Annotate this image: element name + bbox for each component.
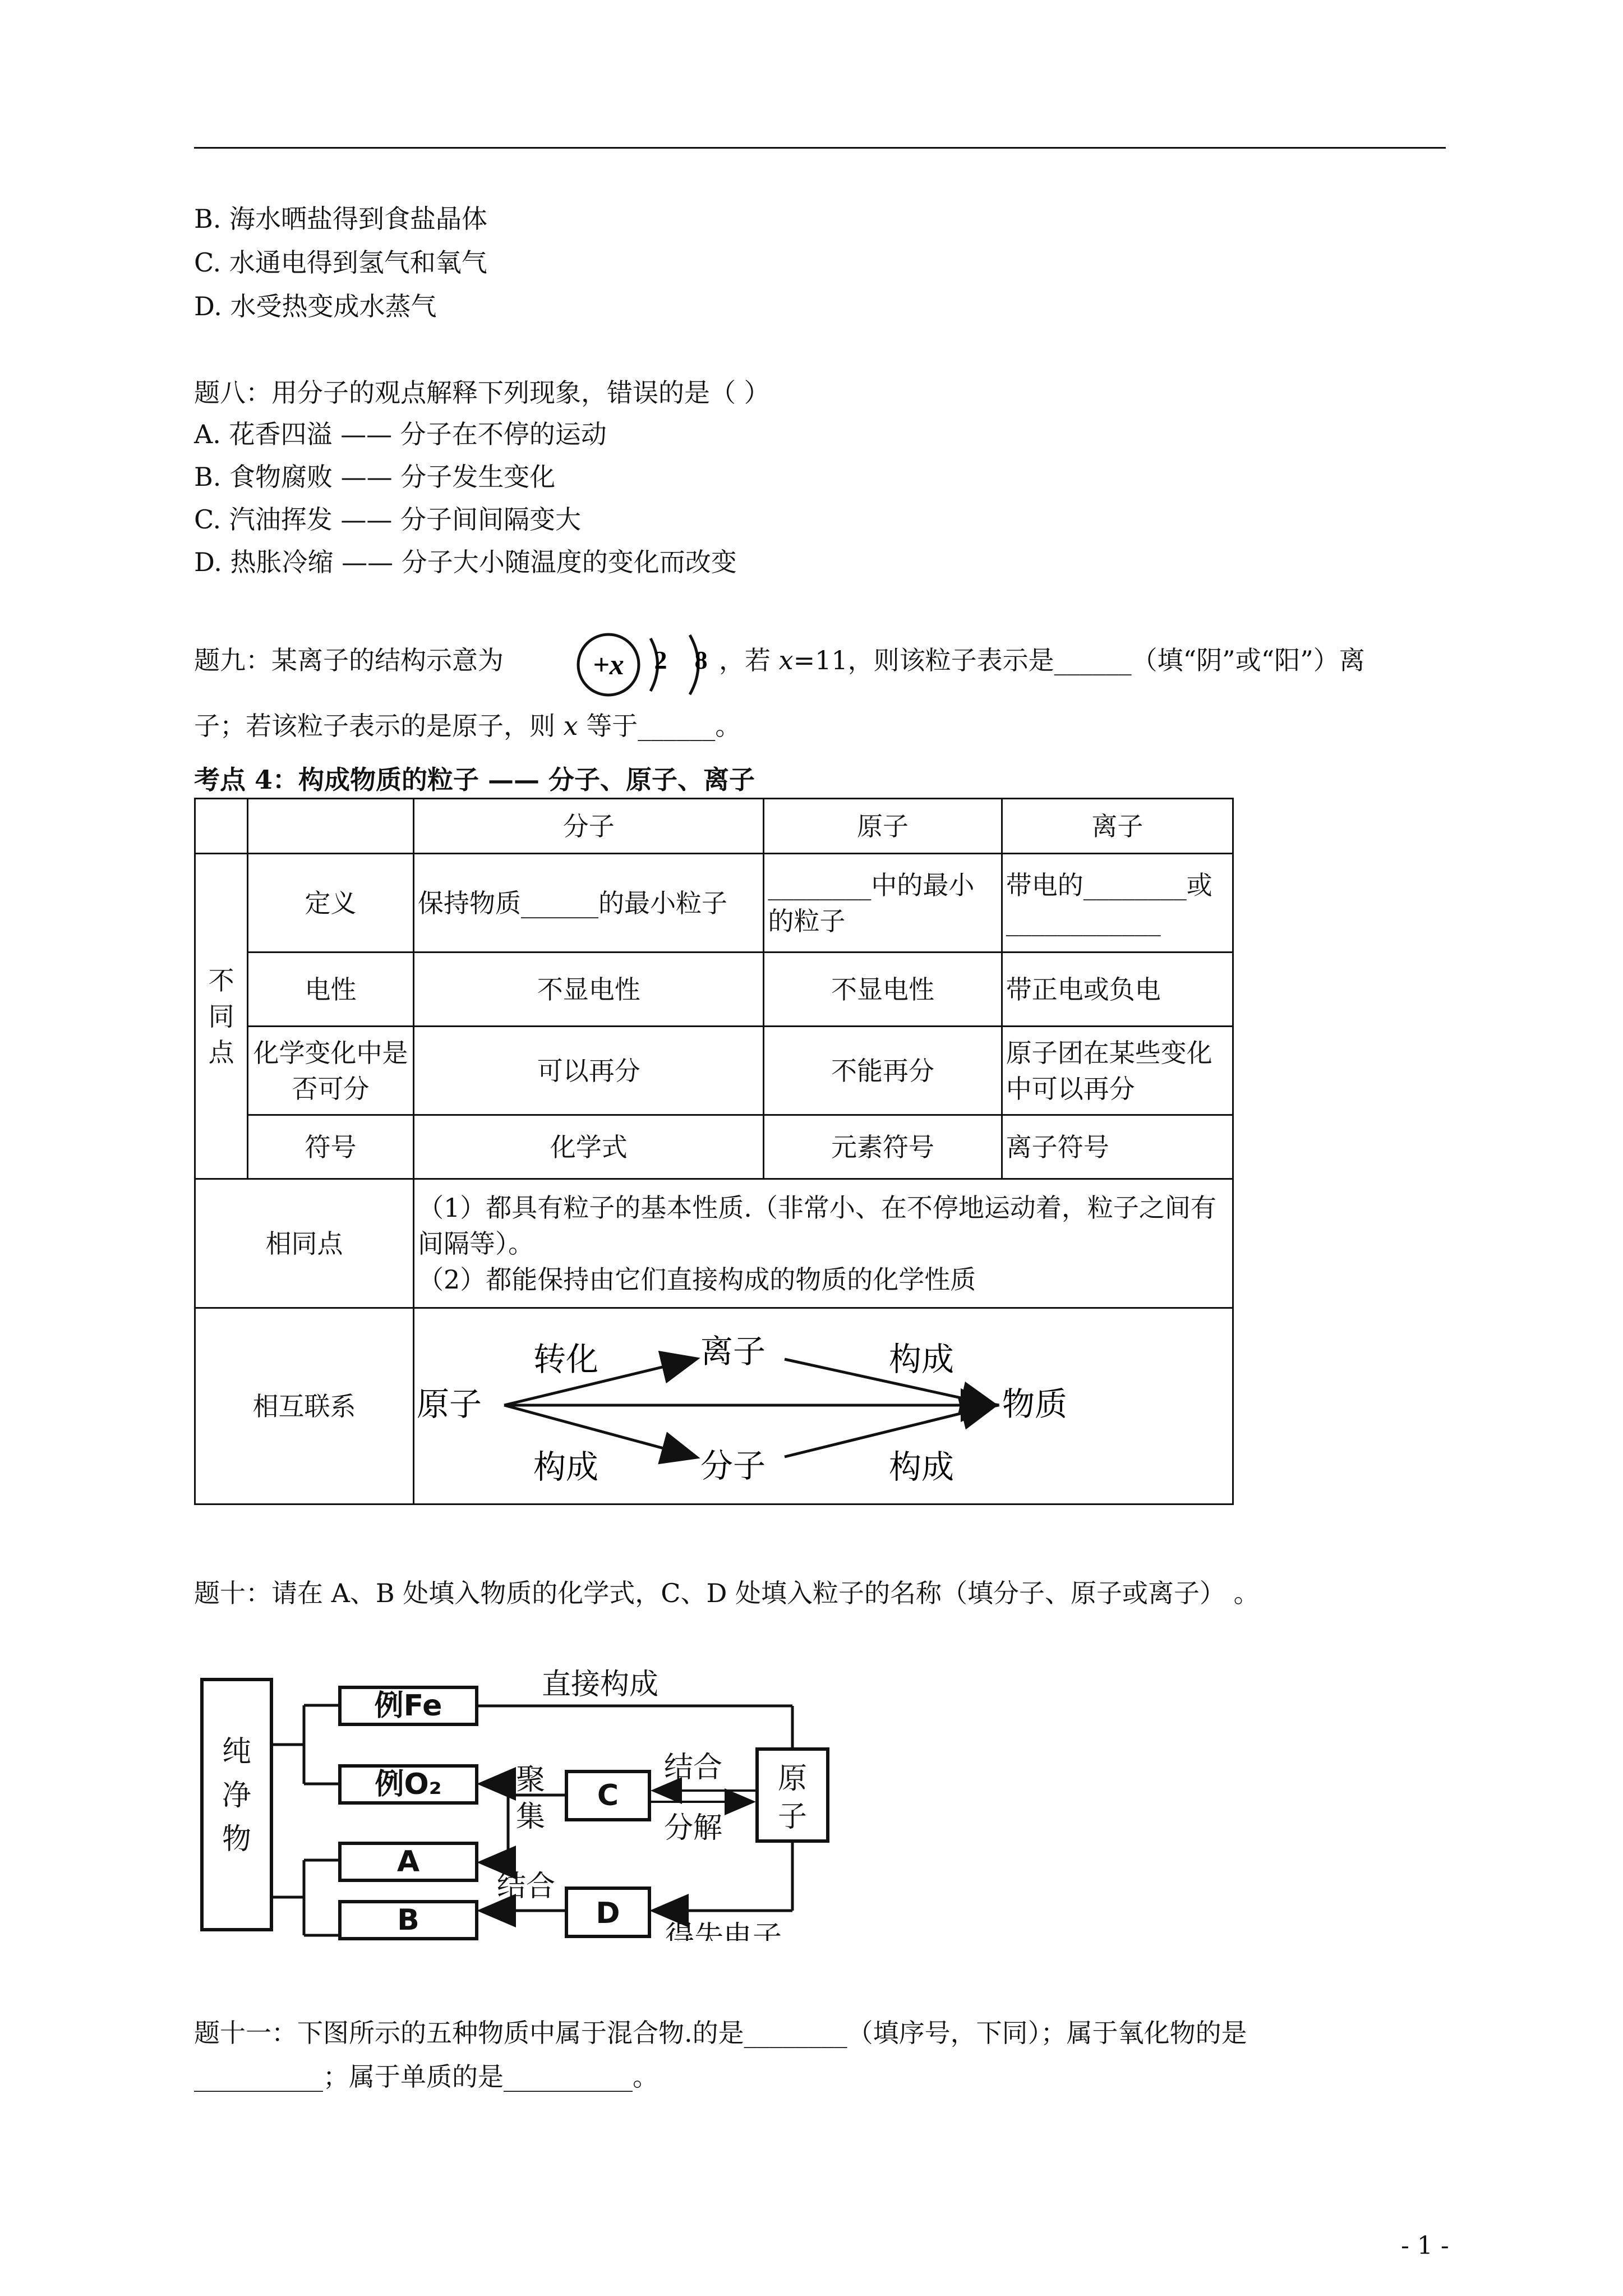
table-row — [195, 854, 1233, 953]
header-ion: 离子 — [1002, 799, 1233, 854]
flow-compose-right: 构成 — [888, 1447, 954, 1486]
q9-line2: 子；若该粒子表示的是原子，则 x 等于______。 — [194, 711, 741, 741]
atom-char-2: 子 — [777, 1800, 808, 1834]
q8-option-c: C. 汽油挥发 —— 分子间间隔变大 — [194, 504, 582, 535]
cell-atom: ________中的最小的粒子 — [764, 854, 1002, 953]
box-b: B — [397, 1903, 419, 1937]
row-label: 定义 — [248, 854, 414, 953]
relation-flow-diagram — [414, 1310, 1232, 1503]
q10-stem: 题十：请在 A、B 处填入物质的化学式，C、D 处填入粒子的名称（填分子、原子或离子） 。 — [194, 1578, 1260, 1608]
box-a: A — [396, 1845, 420, 1879]
flow-convert: 转化 — [533, 1340, 598, 1378]
same-label: 相同点 — [195, 1179, 414, 1308]
q9-line1-rest: ，若 x=11，则该粒子表示是______（填“阴”或“阳”）离 — [719, 645, 1365, 675]
label-gain-lose: 得失电子 — [665, 1920, 782, 1941]
q8-option-d: D. 热胀冷缩 —— 分子大小随温度的变化而改变 — [194, 547, 737, 577]
cell-ion: 带正电或负电 — [1002, 953, 1233, 1027]
q8-option-a: A. 花香四溢 —— 分子在不停的运动 — [194, 419, 607, 449]
shell-2-electrons: 8 — [694, 646, 708, 674]
cell-molecule: 保持物质______的最小粒子 — [413, 854, 763, 953]
particles-table — [194, 798, 1234, 1505]
header-rule — [194, 147, 1446, 149]
page-number: - 1 - — [1401, 2231, 1449, 2260]
option-c: C. 水通电得到氢气和氧气 — [194, 247, 487, 278]
cell-molecule: 可以再分 — [413, 1027, 763, 1115]
same-content: （1）都具有粒子的基本性质.（非常小、在不停地运动着，粒子之间有间隔等）。 （2）都能保持由它们直接构成的物质的化学性质 — [413, 1179, 1233, 1308]
cell-molecule: 不显电性 — [413, 953, 763, 1027]
header-molecule: 分子 — [413, 799, 763, 854]
q9-prefix: 题九：某离子的结构示意为 — [194, 645, 504, 675]
table-row — [195, 953, 1233, 1027]
relation-flow — [413, 1308, 1233, 1504]
cell-ion: 离子符号 — [1002, 1115, 1233, 1179]
cell-atom: 不能再分 — [764, 1027, 1002, 1115]
row-label: 电性 — [248, 953, 414, 1027]
relation-label: 相互联系 — [195, 1308, 414, 1504]
q8-stem: 题八：用分子的观点解释下列现象，错误的是（ ） — [194, 378, 770, 408]
q11-line1: 题十一：下图所示的五种物质中属于混合物.的是________（填序号，下同）；属于氧化物的是 — [194, 2018, 1247, 2048]
shell-1-electrons: 2 — [654, 646, 667, 674]
atom-char-1: 原 — [777, 1762, 808, 1796]
cell-atom: 不显电性 — [764, 953, 1002, 1027]
table-row — [195, 1027, 1233, 1115]
q11-line2: __________；属于单质的是__________。 — [194, 2062, 658, 2092]
pure-char-2: 净 — [222, 1779, 252, 1812]
pure-substance-diagram — [194, 1627, 856, 1941]
box-d: D — [596, 1897, 620, 1930]
cell-molecule: 化学式 — [413, 1115, 763, 1179]
table-row — [195, 1115, 1233, 1179]
flow-substance: 物质 — [1002, 1384, 1067, 1423]
option-d: D. 水受热变成水蒸气 — [194, 291, 437, 321]
kp4-title: 考点 4：构成物质的粒子 —— 分子、原子、离子 — [194, 765, 755, 795]
gather-char-2: 集 — [516, 1800, 546, 1834]
table-row-relation — [195, 1308, 1233, 1504]
box-c: C — [597, 1779, 619, 1812]
option-b: B. 海水晒盐得到食盐晶体 — [194, 204, 488, 234]
nucleus-label: +x — [593, 649, 624, 681]
cell-ion: 带电的________或____________ — [1002, 854, 1233, 953]
row-label: 符号 — [248, 1115, 414, 1179]
cell-atom: 元素符号 — [764, 1115, 1002, 1179]
flow-molecule: 分子 — [700, 1446, 766, 1485]
flow-compose-left: 构成 — [533, 1447, 598, 1486]
q8-option-b: B. 食物腐败 —— 分子发生变化 — [194, 462, 556, 492]
pure-char-1: 纯 — [222, 1735, 252, 1769]
gather-char-1: 聚 — [516, 1763, 546, 1797]
label-direct: 直接构成 — [542, 1668, 659, 1701]
pure-char-3: 物 — [222, 1823, 252, 1856]
cell-ion: 原子团在某些变化中可以再分 — [1002, 1027, 1233, 1115]
box-o2: 例O₂ — [375, 1768, 442, 1801]
table-row-same — [195, 1179, 1233, 1308]
table-header-row — [195, 799, 1233, 854]
label-combine-d: 结合 — [497, 1870, 556, 1903]
label-combine-c: 结合 — [664, 1751, 723, 1784]
diff-label: 不 同 点 — [195, 854, 248, 1179]
label-decompose: 分解 — [664, 1811, 723, 1845]
header-atom: 原子 — [764, 799, 1002, 854]
flow-atom: 原子 — [416, 1384, 482, 1423]
box-fe: 例Fe — [374, 1689, 442, 1723]
flow-compose-top: 构成 — [888, 1340, 954, 1378]
flow-ion: 离子 — [700, 1332, 766, 1370]
row-label: 化学变化中是否可分 — [248, 1027, 414, 1115]
